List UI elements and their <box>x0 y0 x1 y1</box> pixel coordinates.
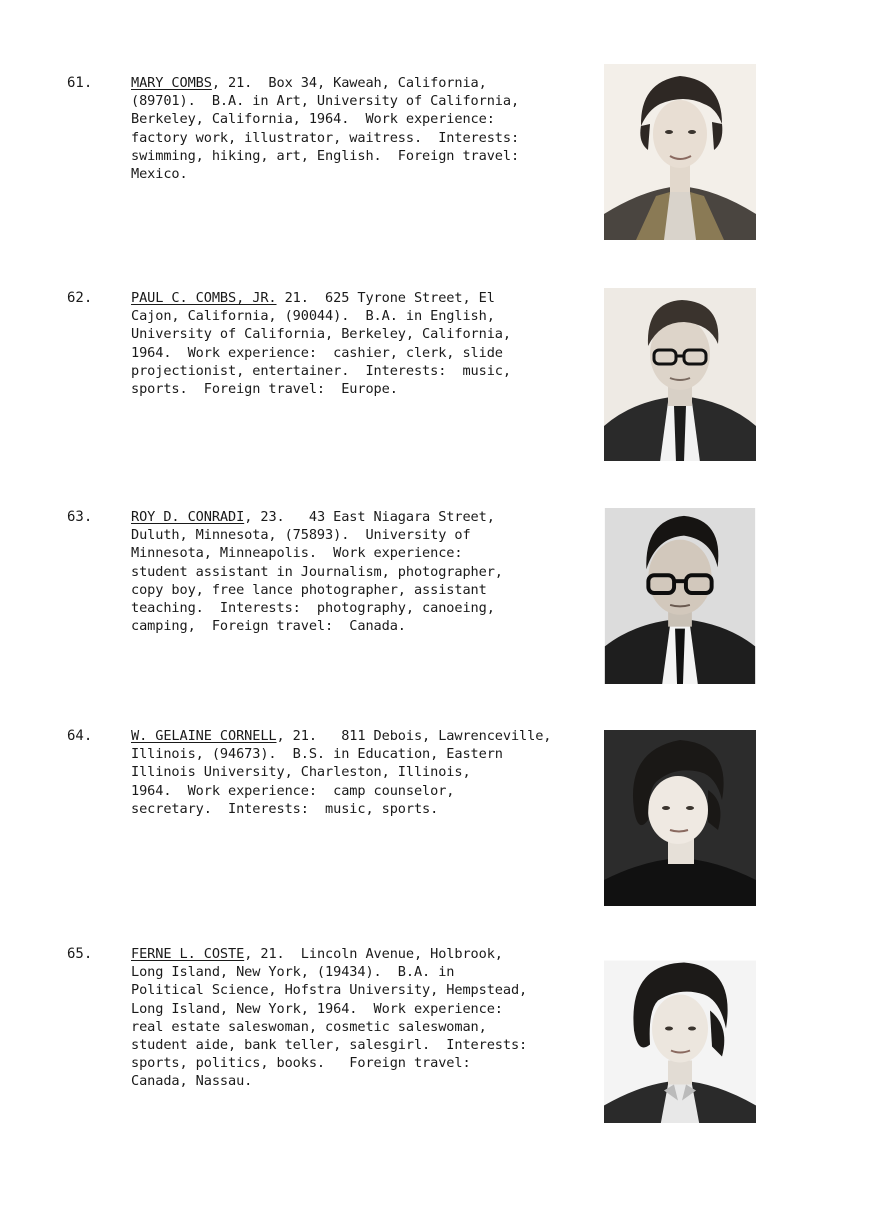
portrait-photo <box>604 508 756 686</box>
entry-line: teaching. Interests: photography, canoeing, <box>131 600 495 617</box>
entry-name: W. GELAINE CORNELL <box>131 728 277 744</box>
entry-text <box>131 289 511 398</box>
entry-line: Political Science, Hofstra University, Hempstead, <box>131 982 528 999</box>
entry-line: , 21. 811 Debois, Lawrenceville, <box>276 728 552 744</box>
entry-line: Cajon, California, (90044). B.A. in English, <box>131 308 495 325</box>
entry-line: Duluth, Minnesota, (75893). University of <box>131 527 471 544</box>
entry-line: Long Island, New York, (19434). B.A. in <box>131 964 455 981</box>
entry-line: (89701). B.A. in Art, University of California, <box>131 93 520 110</box>
entry-line: 1964. Work experience: cashier, clerk, slide <box>131 344 503 361</box>
portrait-photo <box>604 64 756 240</box>
entry-name: ROY D. CONRADI <box>131 509 245 525</box>
portrait-woman-1 <box>604 64 756 240</box>
entry-text <box>131 508 503 635</box>
entry-line: swimming, hiking, art, English. Foreign travel: <box>131 147 520 164</box>
entry-name: PAUL C. COMBS, JR. <box>131 290 277 306</box>
entry-line: 1964. Work experience: camp counselor, <box>131 782 455 799</box>
portrait-photo <box>604 730 756 906</box>
portrait-photo <box>604 287 756 461</box>
entry-name: MARY COMBS <box>131 75 212 91</box>
portrait-man-2 <box>604 508 756 684</box>
entry-line: Illinois University, Charleston, Illinois, <box>131 764 471 781</box>
portrait-man-1 <box>604 287 756 461</box>
entry-text <box>131 727 551 818</box>
entry-line: sports. Foreign travel: Europe. <box>131 381 398 398</box>
portrait-woman-2 <box>604 730 756 906</box>
entry-line: sports, politics, books. Foreign travel: <box>131 1055 471 1072</box>
entry-line: , 21. Lincoln Avenue, Holbrook, <box>244 946 503 962</box>
entry-text <box>131 74 519 183</box>
entry-line: , 21. Box 34, Kaweah, California, <box>211 75 487 91</box>
entry-line: real estate saleswoman, cosmetic saleswoman, <box>131 1018 487 1035</box>
entry-line: student aide, bank teller, salesgirl. Interests: <box>131 1037 528 1054</box>
entry-line: secretary. Interests: music, sports. <box>131 800 439 817</box>
entry-line: 21. 625 Tyrone Street, El <box>276 290 495 306</box>
portrait-photo <box>604 956 756 1123</box>
entry-line: Mexico. <box>131 166 188 183</box>
entry-line: Canada, Nassau. <box>131 1073 253 1090</box>
entry-line: Long Island, New York, 1964. Work experience: <box>131 1000 503 1017</box>
entry-line: Berkeley, California, 1964. Work experience: <box>131 111 495 128</box>
entry-line: student assistant in Journalism, photographer, <box>131 563 503 580</box>
entry-line: , 23. 43 East Niagara Street, <box>244 509 495 525</box>
entry-line: camping, Foreign travel: Canada. <box>131 618 406 635</box>
entry-line: University of California, Berkeley, California, <box>131 326 511 343</box>
entry-number: 62. <box>67 290 93 306</box>
entry-name: FERNE L. COSTE <box>131 946 245 962</box>
entry-line: Illinois, (94673). B.S. in Education, Eastern <box>131 746 503 763</box>
portrait-woman-3 <box>604 956 756 1123</box>
entry-number: 61. <box>67 75 93 91</box>
entry-number: 64. <box>67 728 93 744</box>
entry-number: 63. <box>67 509 93 525</box>
entry-line: projectionist, entertainer. Interests: music, <box>131 362 511 379</box>
entry-text <box>131 945 527 1091</box>
entry-number: 65. <box>67 946 93 962</box>
entry-line: factory work, illustrator, waitress. Interests: <box>131 129 520 146</box>
entry-line: Minnesota, Minneapolis. Work experience: <box>131 545 463 562</box>
entry-line: copy boy, free lance photographer, assistant <box>131 581 487 598</box>
